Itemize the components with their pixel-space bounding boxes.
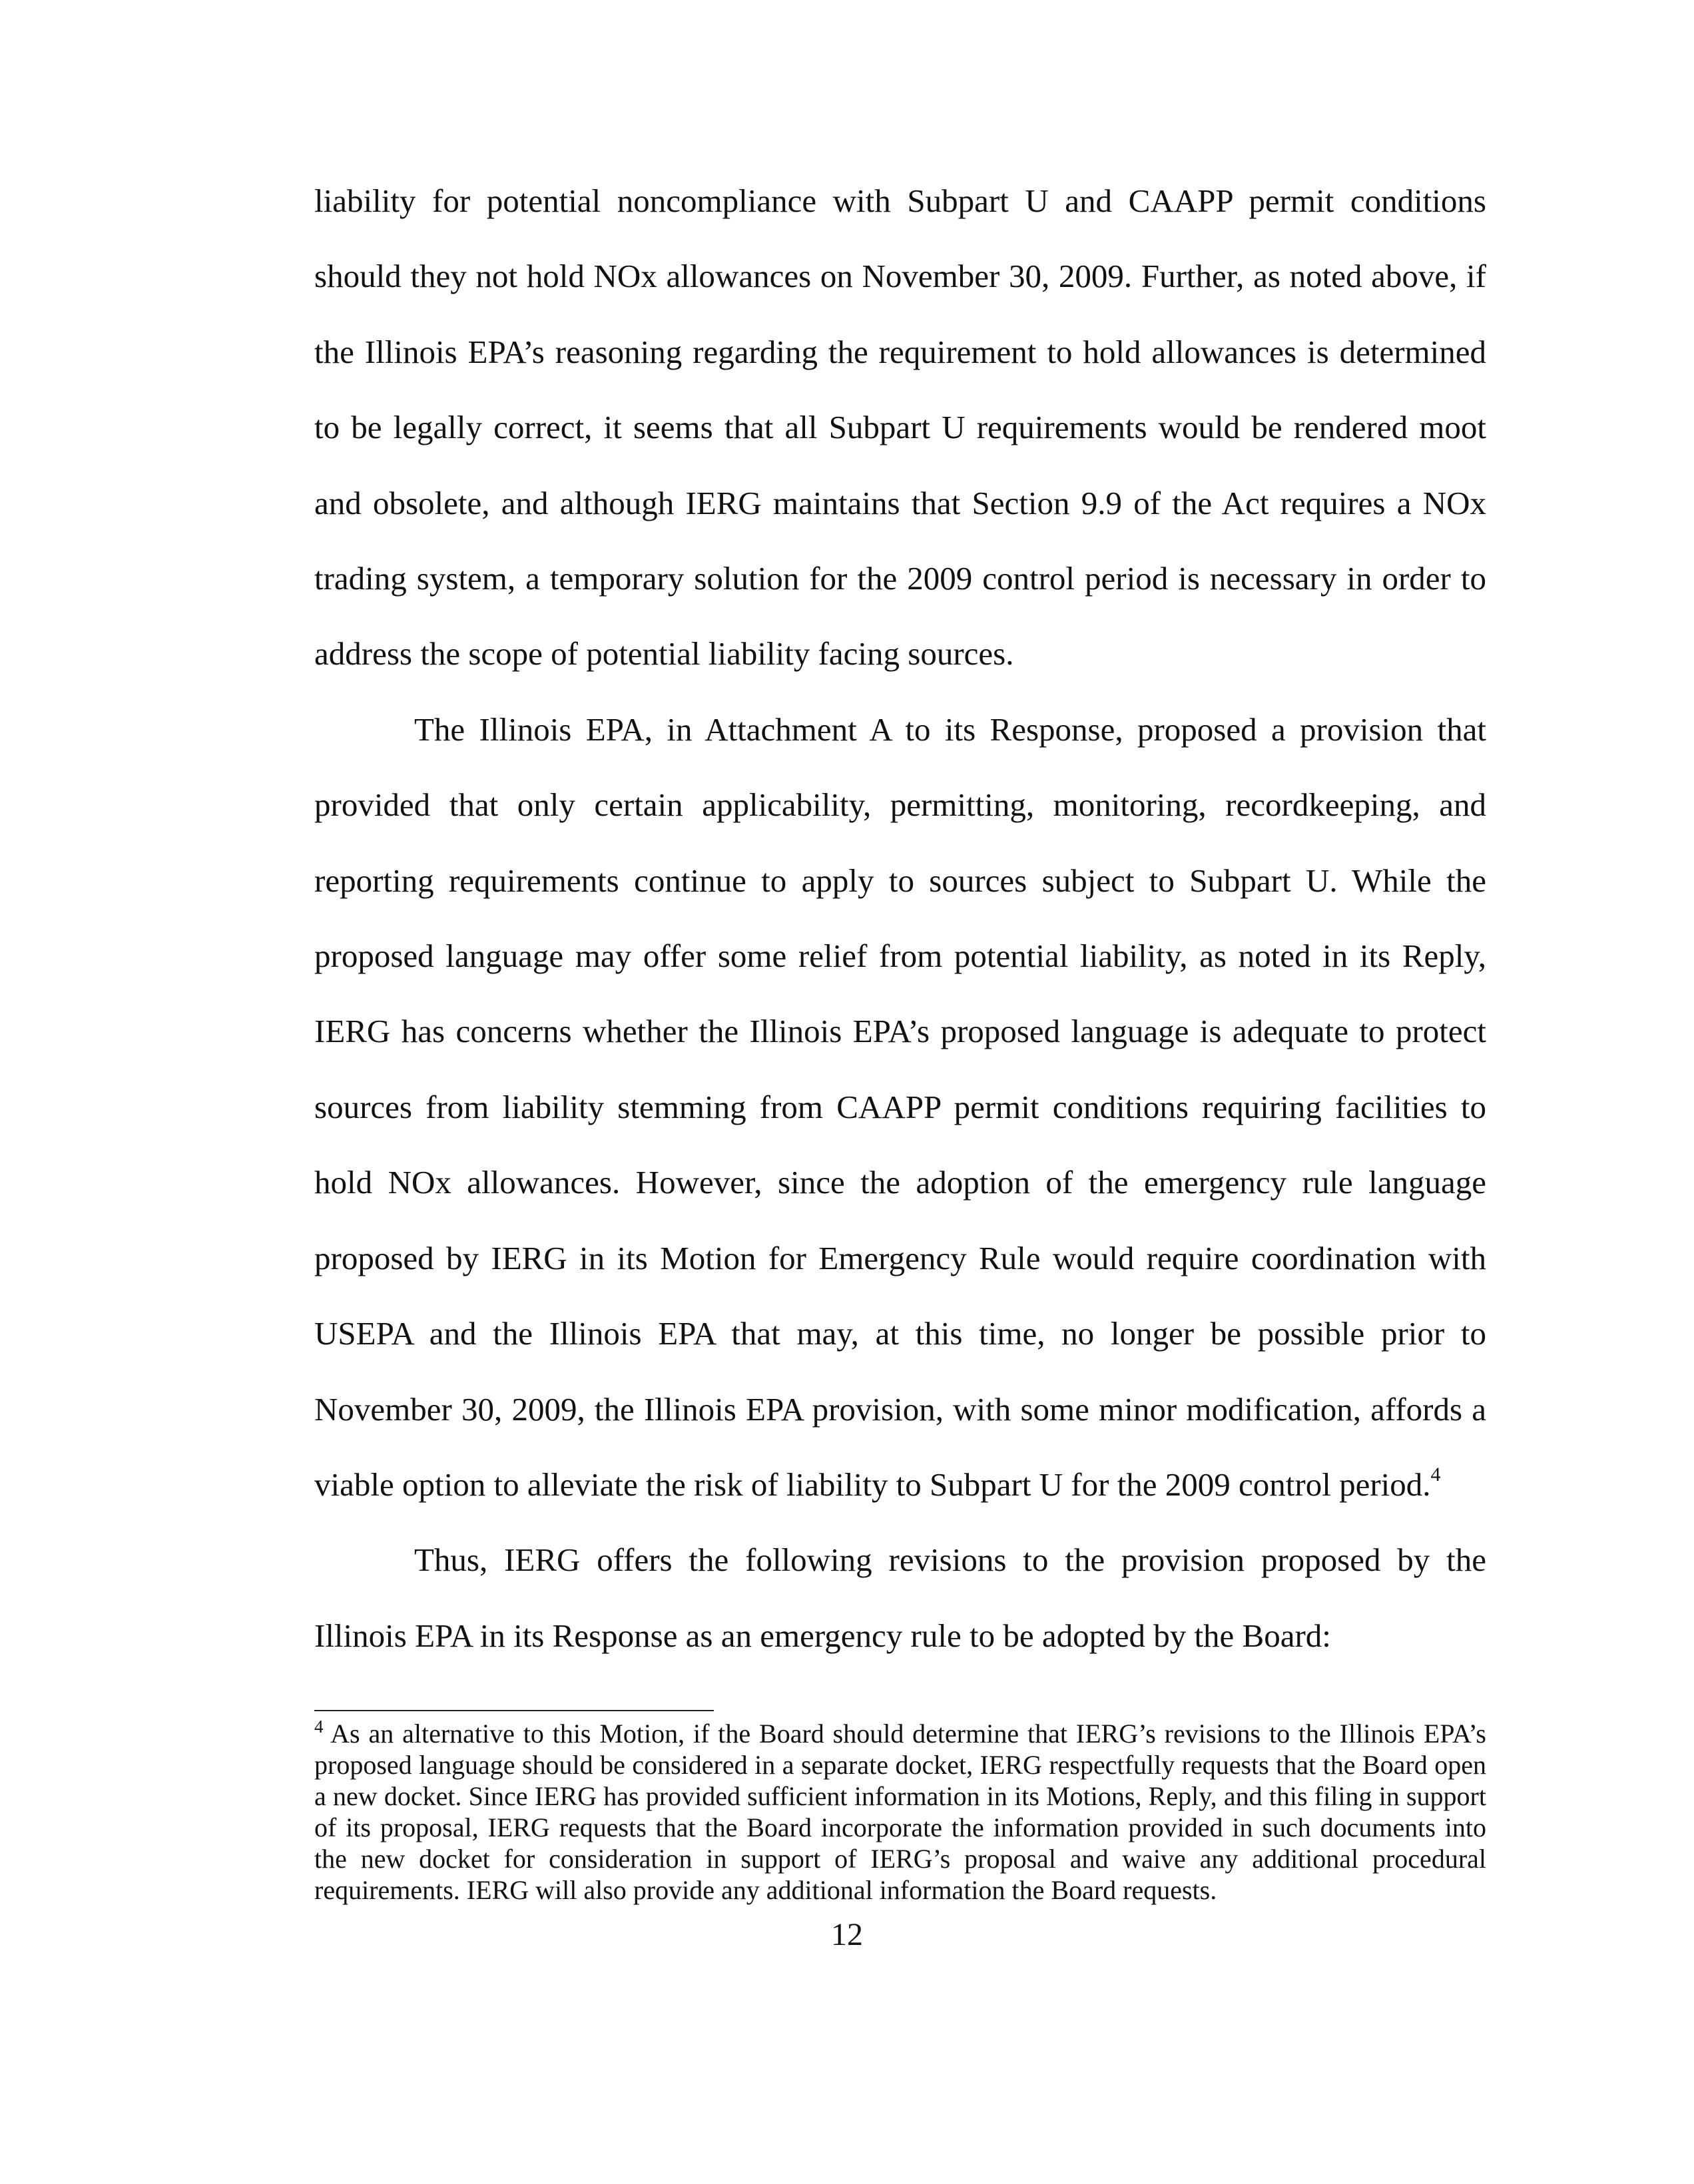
footnote [314,1718,1486,1906]
body-text [314,163,1486,1673]
paragraph-attachment-a [314,692,1486,1522]
footnote-separator [314,1710,714,1711]
paragraph-continuation [314,163,1486,692]
paragraph-3-text: Thus, IERG offers the following revisions to the provision proposed by the Illinois EPA in its Response as an emergency rule to be adopted by the Board: [314,1541,1486,1654]
paragraph-revisions-intro [314,1522,1486,1673]
paragraph-1-text: liability for potential noncompliance with Subpart U and CAAPP permit conditions should they not hold NOx allowances on November 30, 2009. Further, as noted above, if the Illinois EPA’s reasoning regarding the requirement to hold allowances is determined to be legally correct, it seems that all Subpart U requirements would be rendered moot and obsolete, and although IERG maintains that Section 9.9 of the Act requires a NOx trading system, a temporary solution for the 2009 control period is necessary in order to address the scope of potential liability facing sources. [314,182,1486,673]
footnote-marker: 4 [314,1717,324,1737]
footnote-reference[interactable]: 4 [1430,1463,1441,1486]
footnote-text: As an alternative to this Motion, if the Board should determine that IERG’s revisions to the Illinois EPA’s proposed language should be considered in a separate docket, IERG respectfully requests that the Board open a new docket. Since IERG has provided sufficient information in its Motions, Reply, and this filing in support of its proposal, IERG requests that the Board incorporate the information provided in such documents into the new docket for consideration in support of IERG’s proposal and waive any additional procedural requirements. IERG will also provide any additional information the Board requests. [314,1719,1486,1905]
paragraph-2-text: The Illinois EPA, in Attachment A to its Response, proposed a provision that provided that only certain applicability, permitting, monitoring, recordkeeping, and reporting requirements continue to apply to sources subject to Subpart U. While the proposed language may offer some relief from potential liability, as noted in its Reply, IERG has concerns whether the Illinois EPA’s proposed language is adequate to protect sources from liability stemming from CAAPP permit conditions requiring facilities to hold NOx allowances. However, since the adoption of the emergency rule language proposed by IERG in its Motion for Emergency Rule would require coordination with USEPA and the Illinois EPA that may, at this time, no longer be possible prior to November 30, 2009, the Illinois EPA provision, with some minor modification, affords a viable option to alleviate the risk of liability to Subpart U for the 2009 control period. [314,710,1486,1503]
page-number: 12 [831,1917,863,1952]
